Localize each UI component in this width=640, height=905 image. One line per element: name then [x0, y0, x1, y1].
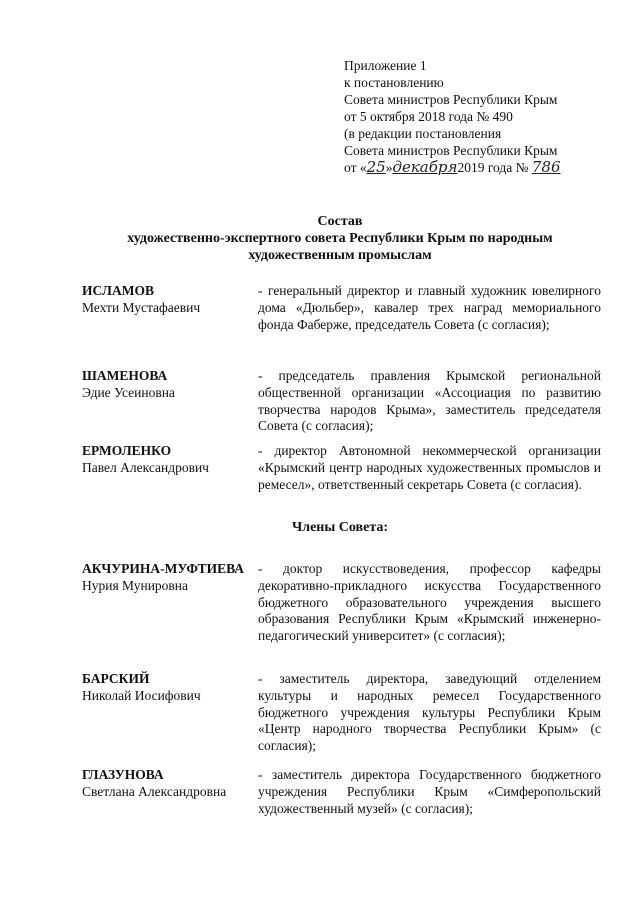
- member-role: - заместитель директора, заведующий отделением культуры и народных ремесел Государственного бюджетного учреждения культуры Республики Крым «Центр народного творчества Республики Крым» (с согласия);: [258, 671, 601, 754]
- member-role: - председатель правления Крымской региональной общественной организации «Ассоциация по развитию творчества народов Крыма», заместитель председателя Совета (с согласия);: [258, 368, 601, 434]
- member-name-block: [82, 368, 257, 402]
- title-line: художественно-экспертного совета Республики Крым по народным: [127, 231, 553, 246]
- member-given-names: Светлана Александровна: [82, 783, 227, 799]
- member-given-names: Николай Иосифович: [82, 687, 201, 703]
- member-surname: ИСЛАМОВ: [82, 283, 154, 298]
- header-line: Совета министров Республики Крым: [344, 92, 558, 107]
- header-line: к постановлению: [344, 75, 444, 90]
- appendix-header: [344, 57, 561, 176]
- member-given-names: Эдие Усеиновна: [82, 384, 175, 400]
- header-line: от 5 октября 2018 года № 490: [344, 109, 513, 124]
- member-surname: АКЧУРИНА-МУФТИЕВА: [82, 561, 244, 576]
- member-surname: ШАМЕНОВА: [82, 368, 168, 383]
- member-name-block: [82, 443, 257, 477]
- member-name-block: [82, 283, 257, 317]
- member-surname: ГЛАЗУНОВА: [82, 767, 164, 782]
- handwritten-month: декабря: [392, 158, 458, 176]
- header-line: Приложение 1: [344, 58, 427, 73]
- handwritten-number: 786: [531, 158, 561, 176]
- member-role: - генеральный директор и главный художник ювелирного дома «Дюльбер», кавалер трех наград мемориального фонда Фаберже, председатель Совета (с согласия);: [258, 283, 601, 332]
- header-line: Совета министров Республики Крым: [344, 143, 558, 158]
- member-name-block: [82, 561, 257, 595]
- document-title: [80, 213, 600, 264]
- member-name-block: [82, 767, 257, 801]
- member-surname: ЕРМОЛЕНКО: [82, 443, 172, 458]
- title-line: художественным промыслам: [248, 248, 432, 263]
- title-line: Состав: [317, 214, 363, 229]
- member-name-block: [82, 671, 257, 705]
- member-given-names: Павел Александрович: [82, 459, 209, 475]
- member-given-names: Нурия Мунировна: [82, 577, 189, 593]
- member-role: - директор Автономной некоммерческой организации «Крымский центр народных художественных промыслов и ремесел», ответственный секретарь Совета (с согласия).: [258, 443, 601, 492]
- member-role: - доктор искусствоведения, профессор кафедры декоративно-прикладного искусства Государственного бюджетного образовательного учреждения высшего образования Республики Крым «Крымский инженерно-педагогический университет» (с согласия);: [258, 561, 601, 644]
- member-given-names: Мехти Мустафаевич: [82, 299, 201, 315]
- header-date-line: от «25»декабря2019 года № 786: [344, 158, 561, 176]
- members-heading: Члены Совета:: [291, 520, 389, 535]
- member-role: - заместитель директора Государственного бюджетного учреждения Республики Крым «Симферопольский художественный музей» (с согласия);: [258, 767, 601, 816]
- member-surname: БАРСКИЙ: [82, 671, 150, 686]
- handwritten-day: 25: [366, 158, 386, 176]
- header-line: (в редакции постановления: [344, 126, 502, 141]
